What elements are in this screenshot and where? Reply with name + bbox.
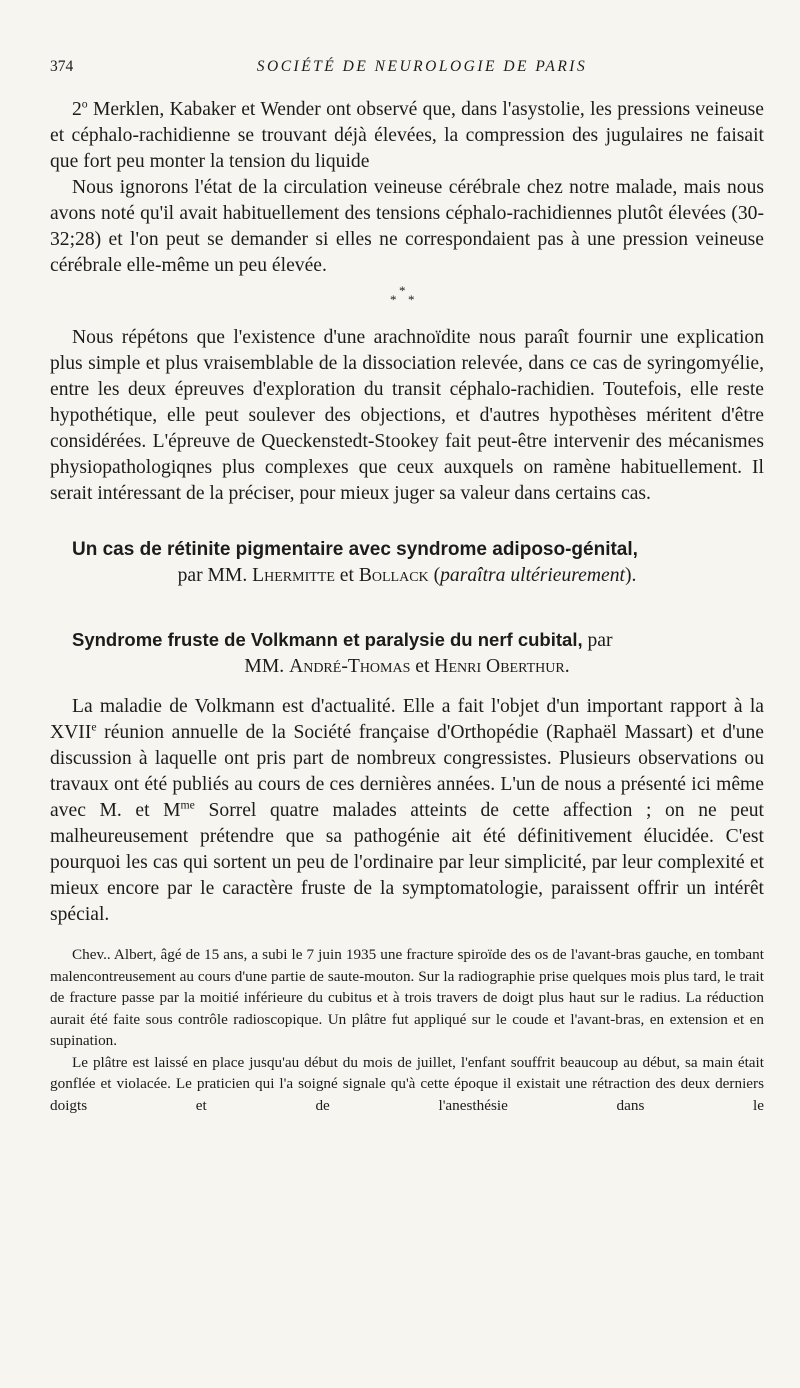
case-report	[50, 944, 764, 1116]
asterism: * * *	[390, 283, 415, 307]
author-andre-thomas: André-Thomas	[289, 656, 411, 677]
paragraph-merklen: 2$^o$ Merklen, Kabaker et Wender ont observé que, dans l'asystolie, les pressions veineuse et céphalo-rachidienne se trouvant déjà élevées, la compression des jugulaires ne faisait que fort peu monter la tension du liquide	[50, 97, 764, 172]
section-heading-volkmann: Syndrome fruste de Volkmann et paralysie du nerf cubital, par	[72, 629, 613, 651]
page-header	[50, 58, 764, 88]
publication-note: paraîtra ultérieurement	[440, 565, 625, 586]
paragraph-circulation: Nous ignorons l'état de la circulation veineuse cérébrale chez notre malade, mais nous avons noté qu'il avait habituellement des tensions céphalo-rachidiennes plutôt élevées (30-32;28) et l'on peut se demander si elles ne correspondaient pas à une pression veineuse cérébrale elle-même un peu élevée.	[50, 177, 764, 276]
section-title-retinite: Un cas de rétinite pigmentaire avec syndrome adiposo-génital,	[72, 539, 638, 560]
paragraph-volkmann-intro: La maladie de Volkmann est d'actualité. Elle a fait l'objet d'un important rapport à la XVIIe réunion annuelle de la Société française d'Orthopédie (Raphaël Massart) et d'une discussion à laquelle ont pris part de nombreux congressistes. Plusieurs observations ou travaux ont été publiés au cours de ces dernières années. L'un de nous a présenté ici même avec M. et $M^{me}$ Sorrel quatre malades atteints de cette affection ; on ne peut malheureusement prétendre que sa pathogénie ait été définitivement élucidée. C'est pourquoi les cas qui sortent un peu de l'ordinaire par leur simplicité, par leur complexité et mieux encore par le caractère fruste de la symptomatologie, paraissent offrir un intérêt spécial.	[50, 696, 765, 925]
case-paragraph-2: Le plâtre est laissé en place jusqu'au début du mois de juillet, l'enfant souffrit beaucoup au début, sa main était gonflée et violacée. Le praticien qui l'a soigné signale qu'à cette époque il existait une rétraction des deux derniers doigts et de l'anesthésie dans le	[50, 1053, 764, 1114]
section-volkmann	[50, 627, 764, 680]
page	[50, 58, 764, 1116]
main-text	[50, 97, 764, 928]
byline-retinite: par MM. Lhermitte et Bollack (paraîtra ultérieurement).	[177, 565, 637, 586]
paragraph-arachnoiditis: Nous répétons que l'existence d'une arachnoïdite nous paraît fournir une explication plus simple et plus vraisemblable de la dissociation relevée, dans ce cas de syringomyélie, entre les deux épreuves d'exploration du transit céphalo-rachidien. Toutefois, elle reste hypothétique, elle peut soulever des objections, et d'autres hypothèses méritent d'être considérées. L'épreuve de Queckenstedt-Stookey fait peut-être intervenir des mécanismes physiopathologiqnes plus complexes que ceux auxquels on ramène habituellement. Il serait intéressant de la préciser, pour mieux juger sa valeur dans certains cas.	[50, 327, 764, 504]
page-number: 374	[50, 58, 74, 75]
running-title: SOCIÉTÉ DE NEUROLOGIE DE PARIS	[256, 58, 588, 75]
case-paragraph-1: Chev.. Albert, âgé de 15 ans, a subi le 7 juin 1935 une fracture spiroïde des os de l'avant-bras gauche, en tombant malencontreusement au cours d'une partie de saute-mouton. Sur la radiographie prise quelques mois plus tard, le trait de fracture passe par la moitié inférieure du cubitus et à trois travers de doigt plus haut sur le radius. La réduction aurait été faite sous contrôle radioscopique. Un plâtre fut appliqué sur le coude et l'avant-bras, en extension et en supination.	[50, 946, 764, 1049]
byline-volkmann: MM. André-Thomas et Henri Oberthur.	[244, 656, 570, 677]
author-oberthur: Henri Oberthur	[434, 656, 565, 677]
author-bollack: Bollack	[358, 565, 429, 586]
author-lhermitte: Lhermitte	[252, 565, 335, 586]
section-retinite	[50, 537, 764, 589]
section-title-volkmann: Syndrome fruste de Volkmann et paralysie du nerf cubital,	[72, 629, 583, 650]
